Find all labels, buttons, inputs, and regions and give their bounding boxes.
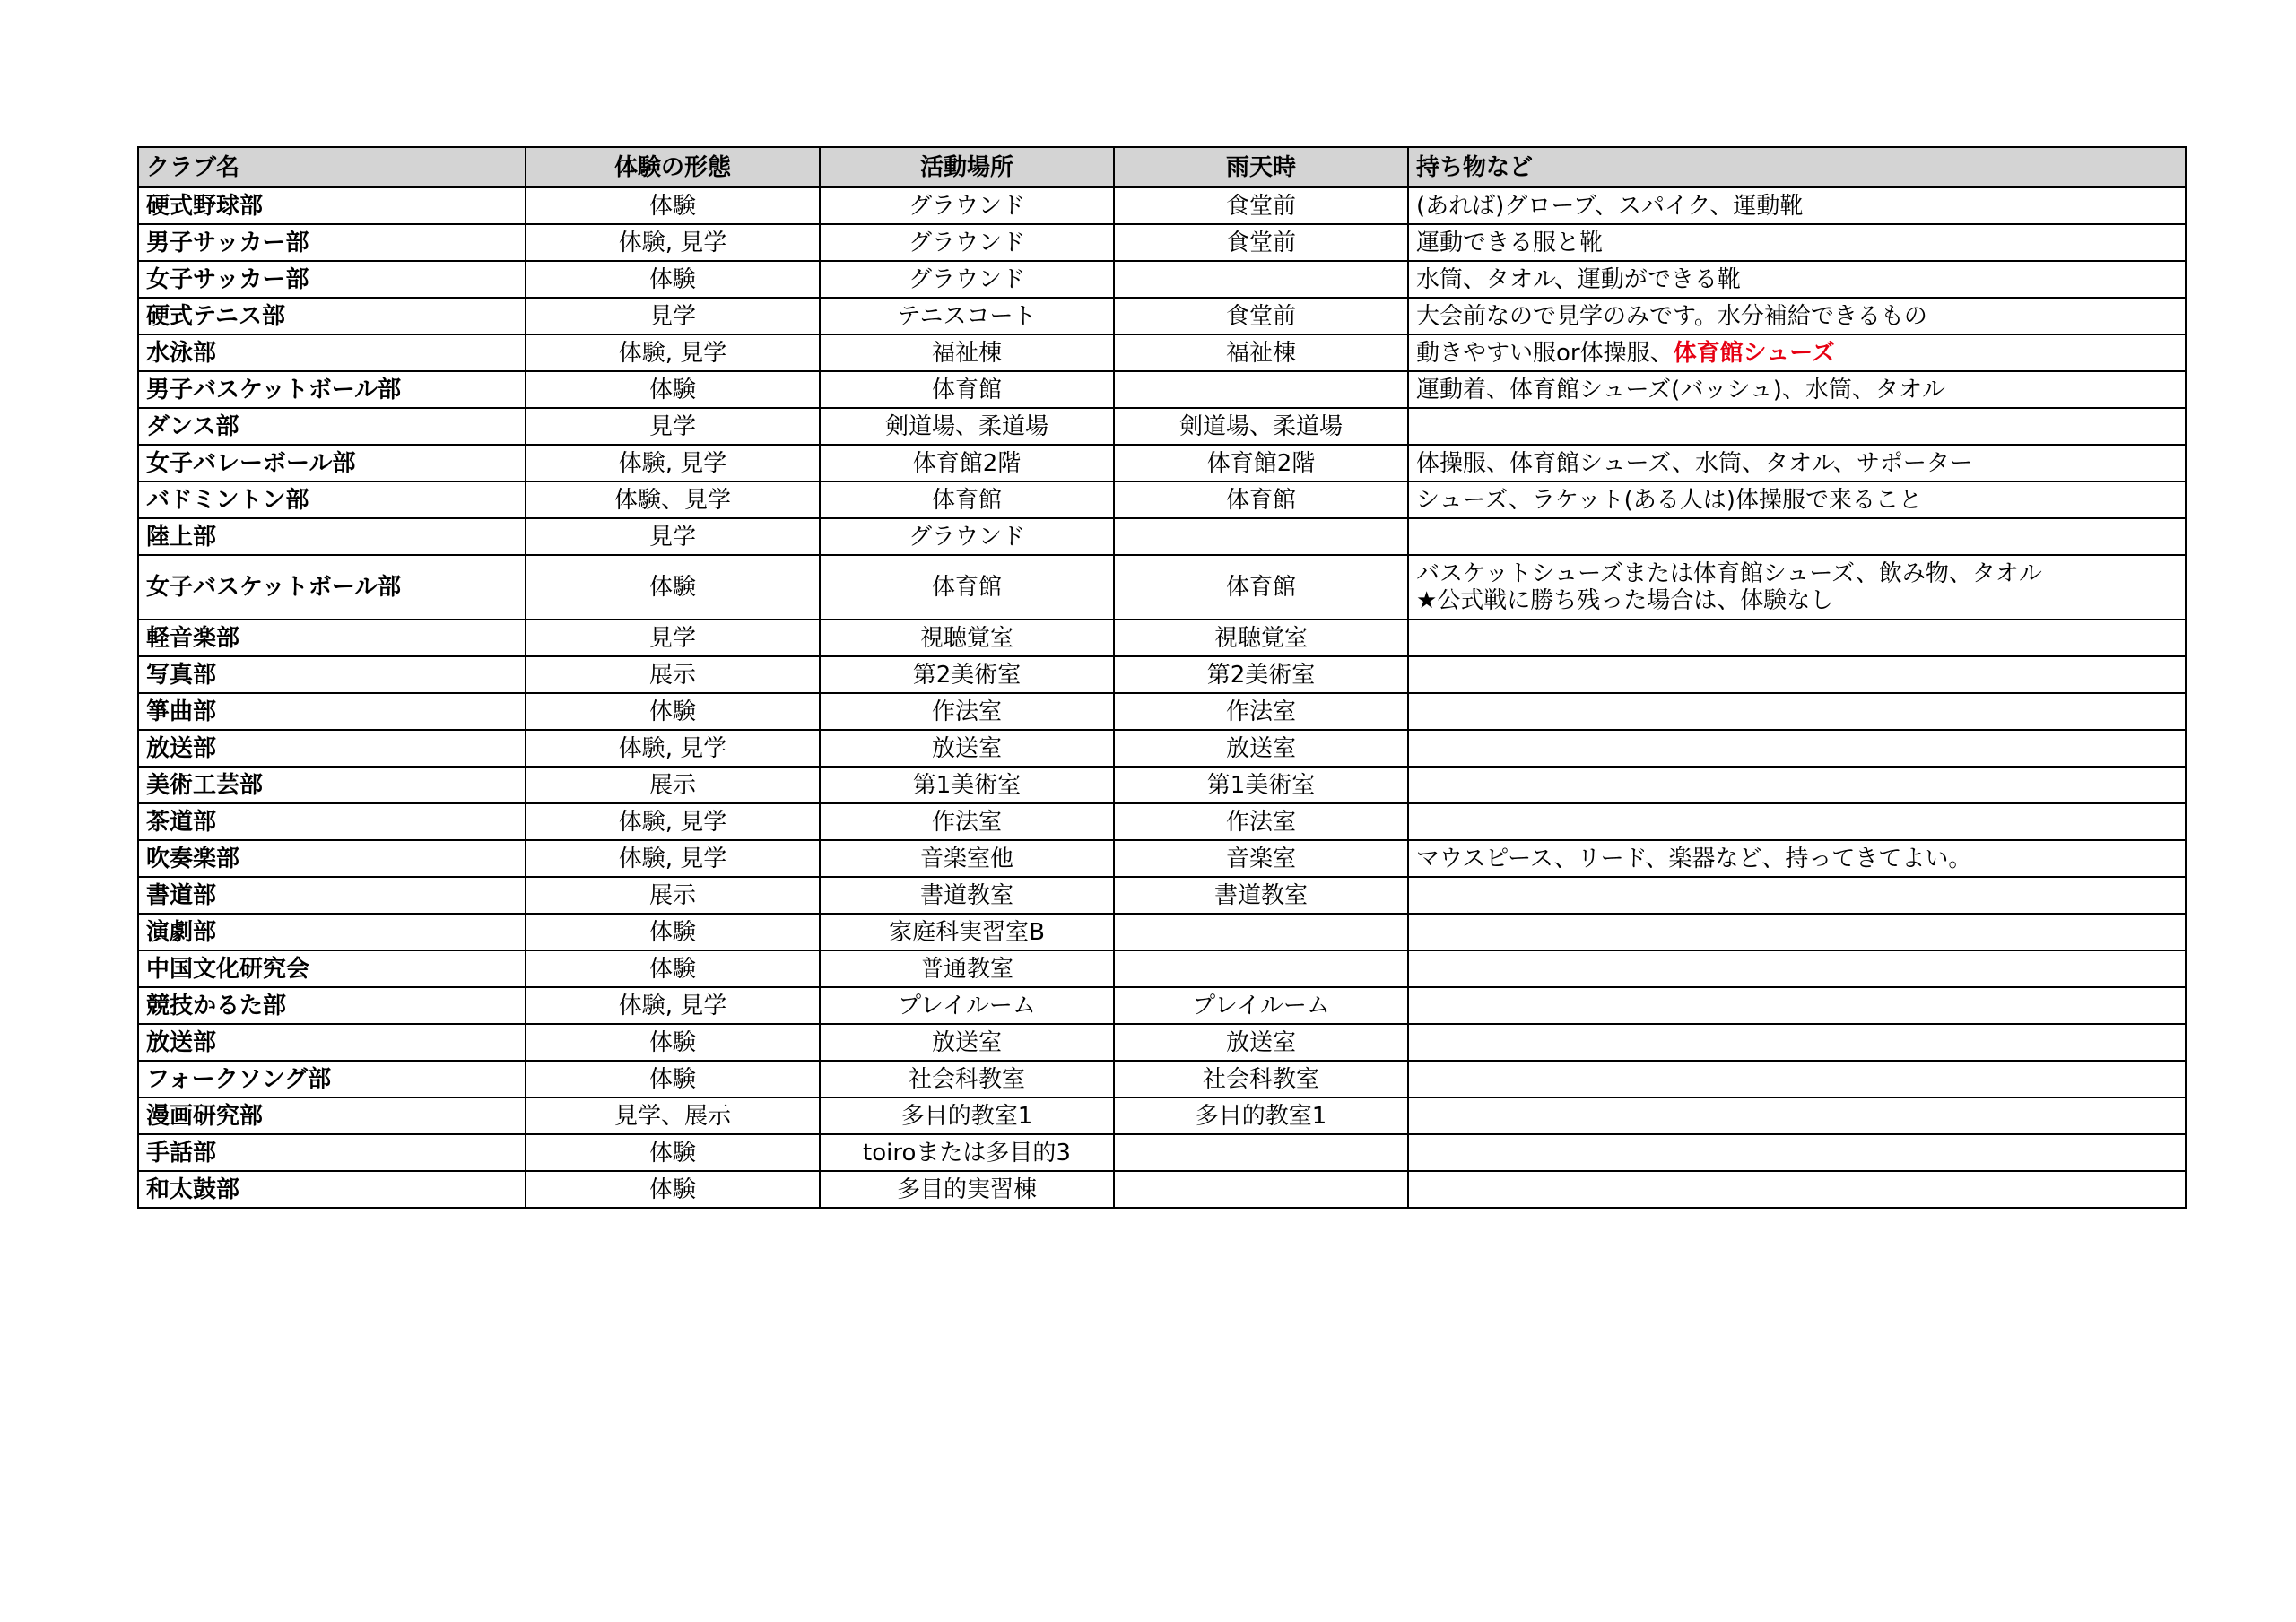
club-name-cell: 競技かるた部	[138, 987, 526, 1024]
club-name-cell: 写真部	[138, 656, 526, 693]
table-row	[138, 950, 2186, 987]
rainy-day-cell: 食堂前	[1114, 298, 1408, 334]
rainy-day-cell: 福祉棟	[1114, 334, 1408, 371]
belongings-cell	[1408, 481, 2186, 518]
experience-type-cell: 体験、見学	[526, 481, 820, 518]
belongings-text: 運動着、体育館シューズ(バッシュ)、水筒、タオル	[1416, 376, 1945, 403]
belongings-cell	[1408, 877, 2186, 914]
header-activity-place: 活動場所	[820, 147, 1114, 187]
rainy-day-cell: 視聴覚室	[1114, 620, 1408, 656]
rainy-day-cell: 社会科教室	[1114, 1061, 1408, 1097]
belongings-emphasis-text: 体育館シューズ	[1673, 339, 1835, 367]
club-name-cell: 水泳部	[138, 334, 526, 371]
rainy-day-cell: 体育館	[1114, 481, 1408, 518]
activity-place-cell: 家庭科実習室B	[820, 914, 1114, 950]
table-row	[138, 877, 2186, 914]
experience-type-cell: 体験	[526, 1134, 820, 1171]
club-name-cell: 硬式野球部	[138, 187, 526, 224]
experience-type-cell: 見学	[526, 620, 820, 656]
header-belongings: 持ち物など	[1408, 147, 2186, 187]
rainy-day-cell	[1114, 261, 1408, 298]
club-name-cell: ダンス部	[138, 408, 526, 445]
rainy-day-cell: 食堂前	[1114, 224, 1408, 261]
club-name-cell: 漫画研究部	[138, 1097, 526, 1134]
experience-type-cell: 見学	[526, 298, 820, 334]
belongings-cell	[1408, 656, 2186, 693]
club-name-cell: 和太鼓部	[138, 1171, 526, 1208]
rainy-day-cell: 書道教室	[1114, 877, 1408, 914]
belongings-text: ★公式戦に勝ち残った場合は、体験なし	[1416, 587, 1834, 614]
table-row	[138, 656, 2186, 693]
rainy-day-cell: 体育館2階	[1114, 445, 1408, 481]
rainy-day-cell	[1114, 1171, 1408, 1208]
table-row	[138, 1171, 2186, 1208]
belongings-cell	[1408, 298, 2186, 334]
club-name-cell: 硬式テニス部	[138, 298, 526, 334]
belongings-cell	[1408, 1024, 2186, 1061]
header-row	[138, 147, 2186, 187]
experience-type-cell: 体験, 見学	[526, 334, 820, 371]
activity-place-cell: グラウンド	[820, 518, 1114, 555]
experience-type-cell: 体験	[526, 555, 820, 620]
table-row	[138, 408, 2186, 445]
table-row	[138, 334, 2186, 371]
belongings-cell	[1408, 693, 2186, 730]
activity-place-cell: 書道教室	[820, 877, 1114, 914]
club-name-cell: 男子サッカー部	[138, 224, 526, 261]
rainy-day-cell: プレイルーム	[1114, 987, 1408, 1024]
rainy-day-cell: 剣道場、柔道場	[1114, 408, 1408, 445]
rainy-day-cell: 作法室	[1114, 803, 1408, 840]
activity-place-cell: 多目的実習棟	[820, 1171, 1114, 1208]
club-name-cell: 演劇部	[138, 914, 526, 950]
belongings-cell	[1408, 803, 2186, 840]
activity-place-cell: 視聴覚室	[820, 620, 1114, 656]
belongings-cell	[1408, 987, 2186, 1024]
table-row	[138, 1024, 2186, 1061]
belongings-cell	[1408, 187, 2186, 224]
club-name-cell: 女子バレーボール部	[138, 445, 526, 481]
activity-place-cell: 放送室	[820, 1024, 1114, 1061]
experience-type-cell: 体験	[526, 693, 820, 730]
table-row	[138, 1061, 2186, 1097]
belongings-cell	[1408, 914, 2186, 950]
belongings-text: (あれば)グローブ、スパイク、運動靴	[1416, 192, 1804, 220]
activity-place-cell: 剣道場、柔道場	[820, 408, 1114, 445]
belongings-text: 体操服、体育館シューズ、水筒、タオル、サポーター	[1416, 449, 1973, 477]
belongings-cell	[1408, 1097, 2186, 1134]
belongings-cell	[1408, 1061, 2186, 1097]
belongings-cell	[1408, 518, 2186, 555]
experience-type-cell: 体験	[526, 1024, 820, 1061]
club-name-cell: バドミントン部	[138, 481, 526, 518]
table-row	[138, 371, 2186, 408]
rainy-day-cell: 多目的教室1	[1114, 1097, 1408, 1134]
experience-type-cell: 体験	[526, 187, 820, 224]
activity-place-cell: 第1美術室	[820, 767, 1114, 803]
experience-type-cell: 見学、展示	[526, 1097, 820, 1134]
experience-type-cell: 展示	[526, 877, 820, 914]
rainy-day-cell: 放送室	[1114, 1024, 1408, 1061]
experience-type-cell: 展示	[526, 656, 820, 693]
belongings-cell	[1408, 408, 2186, 445]
belongings-text: 運動できる服と靴	[1416, 229, 1604, 256]
belongings-text: 動きやすい服or体操服、	[1416, 339, 1674, 367]
header-experience-type: 体験の形態	[526, 147, 820, 187]
rainy-day-cell: 食堂前	[1114, 187, 1408, 224]
activity-place-cell: プレイルーム	[820, 987, 1114, 1024]
belongings-text: 水筒、タオル、運動ができる靴	[1416, 265, 1741, 293]
belongings-text: シューズ、ラケット(ある人は)体操服で来ること	[1416, 486, 1922, 514]
table-body	[138, 187, 2186, 1208]
experience-type-cell: 体験	[526, 261, 820, 298]
table-row	[138, 481, 2186, 518]
activity-place-cell: 作法室	[820, 693, 1114, 730]
table-row	[138, 840, 2186, 877]
activity-place-cell: 第2美術室	[820, 656, 1114, 693]
rainy-day-cell: 作法室	[1114, 693, 1408, 730]
table-row	[138, 555, 2186, 620]
rainy-day-cell	[1114, 518, 1408, 555]
table-row	[138, 730, 2186, 767]
activity-place-cell: 体育館2階	[820, 445, 1114, 481]
experience-type-cell: 体験, 見学	[526, 840, 820, 877]
header-rainy-day: 雨天時	[1114, 147, 1408, 187]
club-name-cell: フォークソング部	[138, 1061, 526, 1097]
experience-type-cell: 体験	[526, 950, 820, 987]
belongings-cell	[1408, 1171, 2186, 1208]
table-row	[138, 187, 2186, 224]
belongings-cell	[1408, 334, 2186, 371]
table-row	[138, 1134, 2186, 1171]
club-name-cell: 吹奏楽部	[138, 840, 526, 877]
experience-type-cell: 体験, 見学	[526, 987, 820, 1024]
belongings-cell	[1408, 224, 2186, 261]
belongings-cell	[1408, 371, 2186, 408]
table-row	[138, 987, 2186, 1024]
rainy-day-cell: 第1美術室	[1114, 767, 1408, 803]
activity-place-cell: グラウンド	[820, 187, 1114, 224]
activity-place-cell: 福祉棟	[820, 334, 1114, 371]
activity-place-cell: グラウンド	[820, 224, 1114, 261]
experience-type-cell: 体験	[526, 1061, 820, 1097]
belongings-cell	[1408, 261, 2186, 298]
belongings-cell	[1408, 767, 2186, 803]
rainy-day-cell	[1114, 1134, 1408, 1171]
table-row	[138, 914, 2186, 950]
club-name-cell: 中国文化研究会	[138, 950, 526, 987]
experience-type-cell: 体験, 見学	[526, 445, 820, 481]
club-name-cell: 男子バスケットボール部	[138, 371, 526, 408]
activity-place-cell: 体育館	[820, 481, 1114, 518]
rainy-day-cell	[1114, 914, 1408, 950]
activity-place-cell: 放送室	[820, 730, 1114, 767]
rainy-day-cell	[1114, 950, 1408, 987]
belongings-cell	[1408, 950, 2186, 987]
club-name-cell: 放送部	[138, 1024, 526, 1061]
club-name-cell: 放送部	[138, 730, 526, 767]
club-name-cell: 軽音楽部	[138, 620, 526, 656]
activity-place-cell: グラウンド	[820, 261, 1114, 298]
belongings-cell	[1408, 555, 2186, 620]
table-row	[138, 767, 2186, 803]
table-row	[138, 445, 2186, 481]
club-name-cell: 美術工芸部	[138, 767, 526, 803]
experience-type-cell: 見学	[526, 408, 820, 445]
club-table	[137, 146, 2187, 1209]
club-name-cell: 茶道部	[138, 803, 526, 840]
experience-type-cell: 展示	[526, 767, 820, 803]
rainy-day-cell: 音楽室	[1114, 840, 1408, 877]
activity-place-cell: 体育館	[820, 555, 1114, 620]
belongings-text: 大会前なので見学のみです。水分補給できるもの	[1416, 302, 1927, 330]
belongings-text: マウスピース、リード、楽器など、持ってきてよい。	[1416, 845, 1972, 872]
table-row	[138, 224, 2186, 261]
rainy-day-cell: 第2美術室	[1114, 656, 1408, 693]
activity-place-cell: テニスコート	[820, 298, 1114, 334]
activity-place-cell: 多目的教室1	[820, 1097, 1114, 1134]
table-row	[138, 693, 2186, 730]
belongings-cell	[1408, 730, 2186, 767]
belongings-cell	[1408, 445, 2186, 481]
club-name-cell: 手話部	[138, 1134, 526, 1171]
belongings-cell	[1408, 620, 2186, 656]
experience-type-cell: 体験, 見学	[526, 803, 820, 840]
belongings-cell	[1408, 840, 2186, 877]
activity-place-cell: 音楽室他	[820, 840, 1114, 877]
club-name-cell: 女子バスケットボール部	[138, 555, 526, 620]
experience-type-cell: 体験	[526, 1171, 820, 1208]
table-row	[138, 298, 2186, 334]
rainy-day-cell	[1114, 371, 1408, 408]
activity-place-cell: 作法室	[820, 803, 1114, 840]
club-name-cell: 書道部	[138, 877, 526, 914]
experience-type-cell: 体験, 見学	[526, 224, 820, 261]
activity-place-cell: 体育館	[820, 371, 1114, 408]
belongings-cell	[1408, 1134, 2186, 1171]
experience-type-cell: 体験	[526, 371, 820, 408]
rainy-day-cell: 体育館	[1114, 555, 1408, 620]
table-row	[138, 261, 2186, 298]
table-row	[138, 803, 2186, 840]
table-row	[138, 1097, 2186, 1134]
activity-place-cell: toiroまたは多目的3	[820, 1134, 1114, 1171]
experience-type-cell: 見学	[526, 518, 820, 555]
table-row	[138, 518, 2186, 555]
club-name-cell: 女子サッカー部	[138, 261, 526, 298]
club-name-cell: 箏曲部	[138, 693, 526, 730]
header-club-name: クラブ名	[138, 147, 526, 187]
activity-place-cell: 普通教室	[820, 950, 1114, 987]
experience-type-cell: 体験, 見学	[526, 730, 820, 767]
club-name-cell: 陸上部	[138, 518, 526, 555]
belongings-text: バスケットシューズまたは体育館シューズ、飲み物、タオル	[1416, 560, 2042, 587]
rainy-day-cell: 放送室	[1114, 730, 1408, 767]
table-row	[138, 620, 2186, 656]
experience-type-cell: 体験	[526, 914, 820, 950]
activity-place-cell: 社会科教室	[820, 1061, 1114, 1097]
